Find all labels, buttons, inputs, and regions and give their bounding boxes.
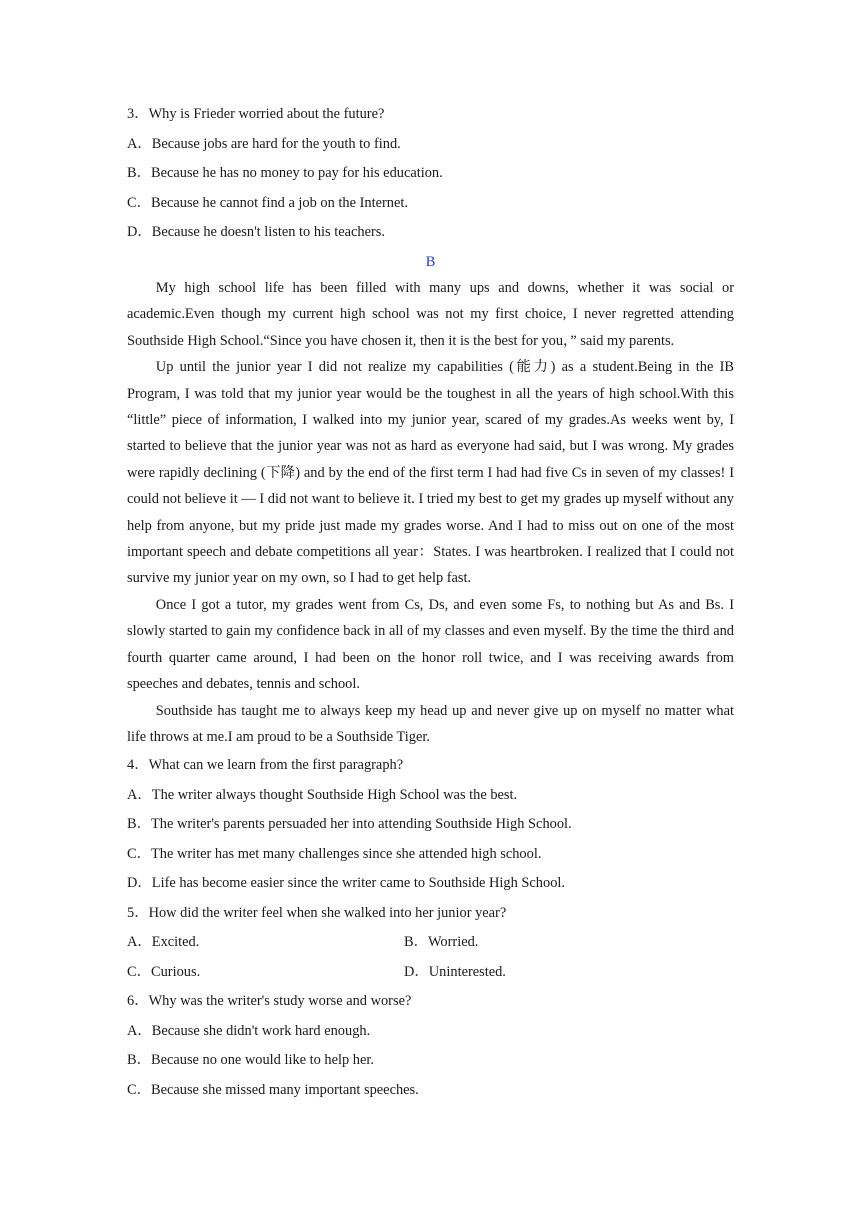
passage-paragraph-3: Once I got a tutor, my grades went from Cs, Ds, and even some Fs, to nothing but As and Bs. I slowly started to gain my confidence back in all of my classes and even myself. By the time the third and fourth quarter came around, I had been on the honor roll twice, and I was receiving awards from speeches and debates, tennis and school.	[127, 596, 734, 693]
question-stem: 5．How did the writer feel when she walked into her junior year?	[127, 904, 507, 921]
option-d: D．Life has become easier since the writer came to Southside High School.	[127, 875, 565, 892]
option-b: B．Because he has no money to pay for his education.	[127, 165, 443, 181]
option-row	[127, 958, 734, 988]
section-label: B	[425, 253, 436, 270]
question-stem: 3．Why is Frieder worried about the future?	[127, 106, 385, 122]
option-b: B．Because no one would like to help her.	[127, 1052, 374, 1069]
reading-passage	[127, 275, 734, 750]
option-c: C．Because he cannot find a job on the Internet.	[127, 194, 408, 211]
option-a: A．Because she didn't work hard enough.	[127, 1022, 371, 1039]
passage-paragraph-2: Up until the junior year I did not realize my capabilities (能力) as a student.Being in the IB Program, I was told that my junior year would be the toughest in all the years of high school.With this “little” piece of information, I walked into my junior year, scared of my grades.As weeks went by, I started to believe that the junior year was not as hard as everyone had said, but I was wrong. My grades were rapidly declining (下降) and by the end of the first term I had had five Cs in seven of my classes! I could not believe it — I did not want to believe it. I tried my best to get my grades up myself without any help from anyone, but my pride just made my grades worse. And I had to miss out on one of the most important speech and debate competitions all year：States. I was heartbroken. I realized that I could not survive my junior year on my own, so I had to get help fast.	[127, 359, 734, 587]
question-6	[127, 987, 734, 1105]
option-a: A．The writer always thought Southside High School was the best.	[127, 786, 518, 803]
option-row	[127, 928, 734, 958]
question-stem: 4．What can we learn from the first paragraph?	[127, 757, 404, 774]
question-3	[127, 100, 734, 248]
question-4	[127, 751, 734, 899]
option-a: A．Excited.	[127, 934, 200, 951]
option-a: A．Because jobs are hard for the youth to find.	[127, 135, 401, 152]
option-b: B．The writer's parents persuaded her into attending Southside High School.	[127, 816, 572, 833]
option-c: C．Because she missed many important speeches.	[127, 1081, 419, 1098]
option-b: B．Worried.	[404, 934, 479, 951]
option-d: D．Because he doesn't listen to his teachers.	[127, 224, 385, 240]
option-c: C．Curious.	[127, 963, 201, 980]
option-c: C．The writer has met many challenges since she attended high school.	[127, 845, 542, 862]
question-5	[127, 899, 734, 988]
passage-paragraph-1: My high school life has been filled with many ups and downs, whether it was social or academic.Even though my current high school was not my first choice, I never regretted attending Southside High School.“Since you have chosen it, then it is the best for you，” said my parents.	[127, 280, 734, 349]
option-d: D．Uninterested.	[404, 963, 506, 980]
question-stem: 6．Why was the writer's study worse and worse?	[127, 993, 412, 1010]
document-page	[127, 100, 734, 1105]
passage-paragraph-4: Southside has taught me to always keep my head up and never give up on myself no matter what life throws at me.I am proud to be a Southside Tiger.	[127, 702, 734, 745]
